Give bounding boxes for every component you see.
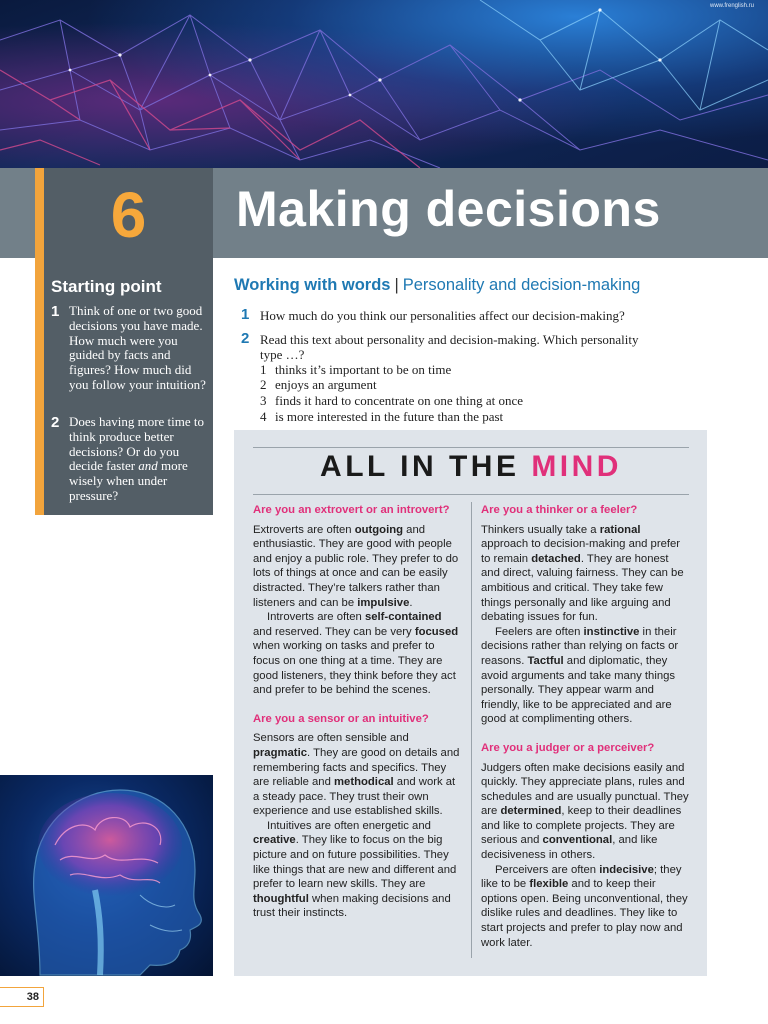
paragraph: Intuitives are often energetic and creative. They like to focus on the big picture and on future possibilities. They like things that are new and different and prefer to learn new skills. They are thoughtful when making decisions and trust their instincts. xyxy=(253,819,457,920)
divider xyxy=(253,447,689,448)
paragraph: Thinkers usually take a rational approach to decision-making and prefer to remain detached. They are honest and direct, valuing fairness. They can be ambitious and critical. They take few things personally and like arguing and debating issues for fun. xyxy=(481,523,684,624)
brain-illustration xyxy=(0,775,213,976)
starting-point-panel xyxy=(44,258,213,515)
paragraph: Feelers are often instinctive in their decisions rather than relying on facts or reasons. Tactful and diplomatic, they avoid arguments and take many things personally. They appear warm and friendly, like to be appreciated and are good at complimenting others. xyxy=(481,625,679,726)
network-mesh-graphic xyxy=(0,0,768,168)
divider xyxy=(253,494,689,495)
column-divider xyxy=(471,502,472,958)
paragraph: Extroverts are often outgoing and enthusiastic. They are good with people and enjoy a public role. They prefer to do lots of things at once and can be easily distracted. They’re talkers rather than listeners and can be impulsive. xyxy=(253,523,459,609)
section-heading: Are you a judger or a perceiver? xyxy=(481,741,655,754)
question-number: 2 xyxy=(241,330,250,347)
sub-item: 2 enjoys an argument xyxy=(260,377,377,392)
paragraph: Introverts are often self-contained and reserved. They can be very focused when working on tasks and prefer to focus on one thing at a time. They are good listeners, they think before they act and prefer to be behind the scenes. xyxy=(253,611,459,697)
item-text: Does having more time to think produce better decisions? Or do you decide faster and more wisely when under pressure? xyxy=(69,414,205,503)
item-text: Think of one or two good decisions you have made. How much were you guided by facts and figures? How much did you follow your intuition? xyxy=(69,303,206,392)
item-number: 1 xyxy=(51,303,60,320)
question-text: Read this text about personality and decision-making. Which personality type …? xyxy=(260,332,639,362)
brain-xray-image xyxy=(0,775,213,976)
item-number: 2 xyxy=(51,414,60,431)
sub-item: 3 finds it hard to concentrate on one thing at once xyxy=(260,393,524,408)
sub-item: 4 is more interested in the future than the past xyxy=(260,409,504,424)
chapter-number: 6 xyxy=(110,179,147,251)
question-text: How much do you think our personalities affect our decision-making? xyxy=(260,308,625,323)
article-title: ALL IN THE MIND xyxy=(320,450,622,483)
header-network-image xyxy=(0,0,768,168)
question-number: 1 xyxy=(241,306,250,323)
page-number: 38 xyxy=(0,987,44,1007)
paragraph: Judgers often make decisions easily and quickly. They appreciate plans, rules and schedules and are usually punctual. They are determined, keep to their deadlines and like to complete projects. They are serious and conventional, and like decisiveness in others. xyxy=(481,761,689,862)
section-heading: Are you a sensor or an intuitive? xyxy=(253,712,429,725)
article-column-right xyxy=(481,503,689,950)
article-column-left xyxy=(253,503,461,921)
chapter-title: Making decisions xyxy=(236,181,661,237)
paragraph: Sensors are often sensible and pragmatic. They are good on details and remembering facts and specifics. They are reliable and methodical and work at a steady pace. They trust their own experience and use established skills. xyxy=(253,732,460,818)
starting-point-title: Starting point xyxy=(51,277,162,296)
website-watermark: www.frenglish.ru xyxy=(709,3,754,9)
sub-item: 1 thinks it’s important to be on time xyxy=(260,362,452,377)
section-heading: Working with words | Personality and decision-making xyxy=(234,276,641,294)
paragraph: Perceivers are often indecisive; they like to be flexible and to keep their options open. Being unconventional, they dislike rules and deadlines. They like to start projects and prefer to play now and work later. xyxy=(481,863,688,949)
accent-strip xyxy=(35,168,44,515)
section-heading: Are you an extrovert or an introvert? xyxy=(253,504,450,516)
section-heading: Are you a thinker or a feeler? xyxy=(481,504,638,516)
